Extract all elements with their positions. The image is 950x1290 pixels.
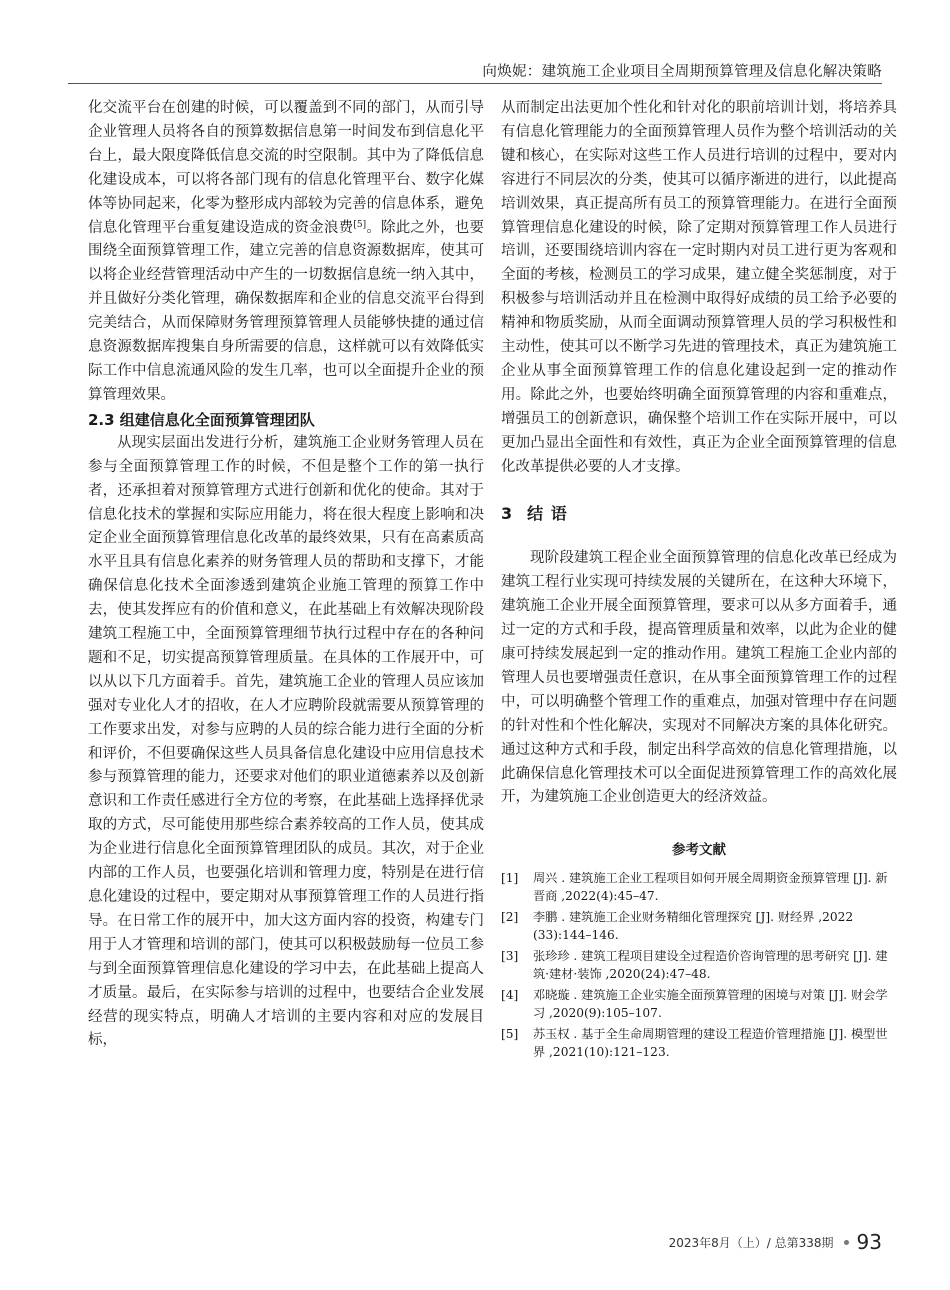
right-column: [501, 97, 897, 1064]
left-column: [88, 97, 484, 1053]
references-title: 参考文献: [672, 842, 726, 859]
citation: [5]: [353, 219, 367, 230]
reference-item: [501, 986, 897, 1022]
paragraph: 现阶段建筑工程企业全面预算管理的信息化改革已经成为建筑工程行业实现可持续发展的关键所在，在这种大环境下，建筑施工企业开展全面预算管理，要求可以从多方面着手，通过一定的方式和手段，提高管理质量和效率，以此为企业的健康可持续发展起到一定的推动作用。建筑工程施工企业内部的管理人员也要增强责任意识，在从事全面预算管理工作的过程中，可以明确整个管理工作的重难点，加强对管理中存在问题的针对性和个性化解决，实现对不同解决方案的具体化研究。通过这种方式和手段，制定出科学高效的信息化管理措施，以此确保信息化管理技术可以全面促进预算管理工作的高效化展开，为建筑施工企业创造更大的经济效益。: [501, 550, 897, 806]
reference-number: [1]: [501, 871, 519, 886]
header-rule: [68, 83, 882, 84]
reference-item: [501, 908, 897, 944]
reference-item: [501, 947, 897, 983]
page-footer: [669, 1230, 882, 1254]
references-list: [501, 869, 897, 1061]
paragraph: 从而制定出法更加个性化和针对化的职前培训计划，将培养具有信息化管理能力的全面预算管理人员作为整个培训活动的关键和核心，在实际对这些工作人员进行培训的过程中，要对内容进行不同层次的分类，使其可以循序渐进的进行，以此提高培训效果，真正提高所有员工的预算管理能力。在进行全面预算管理信息化建设的时候，除了定期对预算管理工作人员进行培训，还要围绕培训内容在一定时期内对员工进行更为客观和全面的考核，检测员工的学习成果，建立健全奖惩制度，对于积极参与培训活动并且在检测中取得好成绩的员工给予必要的精神和物质奖励，从而全面调动预算管理人员的学习积极性和主动性，使其可以不断学习先进的管理技术，真正为建筑施工企业从事全面预算管理工作的信息化建设起到一定的推动作用。除此之外，也要始终明确全面预算管理的内容和重难点，增强员工的创新意识，确保整个培训工作在实际开展中，可以更加凸显出全面性和有效性，真正为企业全面预算管理的信息化改革提供必要的人才支撑。: [501, 100, 897, 475]
section-heading-2-3: 2.3 组建信息化全面预算管理团队: [88, 410, 315, 429]
reference-number: [5]: [501, 1027, 519, 1042]
reference-text: 周兴 . 建筑施工企业工程项目如何开展全周期资金预算管理 [J]. 新晋商 ,2022(4):45–47.: [533, 871, 888, 904]
section-title: 结 语: [527, 503, 568, 523]
reference-item: [501, 1025, 897, 1061]
reference-text: 邓晓璇 . 建筑施工企业实施全面预算管理的困境与对策 [J]. 财会学习 ,2020(9):105–107.: [533, 988, 888, 1021]
reference-text: 张珍珍 . 建筑工程项目建设全过程造价咨询管理的思考研究 [J]. 建筑·建材·装饰 ,2020(24):47–48.: [533, 949, 888, 982]
reference-text: 苏玉权 . 基于全生命周期管理的建设工程造价管理措施 [J]. 模型世界 ,2021(10):121–123.: [533, 1027, 888, 1060]
header-title: 向焕妮：建筑施工企业项目全周期预算管理及信息化解决策略: [482, 64, 882, 80]
bullet-dot-icon: [844, 1240, 849, 1245]
reference-item: [501, 869, 897, 905]
section-heading-3: [501, 502, 897, 526]
reference-number: [3]: [501, 949, 519, 964]
reference-number: [4]: [501, 988, 519, 1003]
reference-text: 李鹏 . 建筑施工企业财务精细化管理探究 [J]. 财经界 ,2022 (33):144–146.: [533, 910, 854, 943]
section-number: 3: [501, 503, 514, 523]
page-number: 93: [856, 1230, 882, 1254]
reference-number: [2]: [501, 910, 519, 925]
issue-info: 2023年8月（上）/ 总第338期: [668, 1235, 834, 1250]
paragraph: 从现实层面出发进行分析，建筑施工企业财务管理人员在参与全面预算管理工作的时候，不但是整个工作的第一执行者，还承担着对预算管理方式进行创新和优化的使命。其对于信息化技术的掌握和实际应用能力，将在很大程度上影响和决定企业全面预算管理信息化改革的最终效果，只有在高素质高水平且具有信息化素养的财务管理人员的帮助和支撑下，才能确保信息化技术全面渗透到建筑企业施工管理的预算工作中去，使其发挥应有的价值和意义，在此基础上有效解决现阶段建筑工程施工中，全面预算管理细节执行过程中存在的各种问题和不足，切实提高预算管理质量。在具体的工作展开中，可以从以下几方面着手。首先，建筑施工企业的管理人员应该加强对专业化人才的招收，在人才应聘阶段就需要从预算管理的工作要求出发，对参与应聘的人员的综合能力进行全面的分析和评价，不但要确保这些人员具备信息化建设中应用信息技术参与预算管理的能力，还要求对他们的职业道德素养以及创新意识和工作责任感进行全方位的考察，在此基础上选择择优录取的方式，尽可能使用那些综合素养较高的工作人员，使其成为企业进行信息化全面预算管理团队的成员。其次，对于企业内部的工作人员，也要强化培训和管理力度，特别是在进行信息化建设的过程中，要定期对从事预算管理工作的人员进行指导。在日常工作的展开中，加大这方面内容的投资，构建专门用于人才管理和培训的部门，使其可以积极鼓励每一位员工参与到全面预算管理信息化建设的学习中去，在此基础上提高人才质量。最后，在实际参与培训的过程中，也要结合企业发展经营的现实特点，明确人才培训的主要内容和对应的发展目标，: [88, 434, 484, 1049]
running-header: [0, 0, 950, 86]
paragraph: 化交流平台在创建的时候，可以覆盖到不同的部门，从而引导企业管理人员将各自的预算数据信息第一时间发布到信息化平台上，最大限度降低信息交流的时空限制。其中为了降低信息化建设成本，可以将各部门现有的信息化管理平台、数字化媒体等协同起来，化零为整形成内部较为完善的信息体系，避免信息化管理平台重复建设造成的资金浪费[5]。除此之外，也要围绕全面预算管理工作，建立完善的信息资源数据库，使其可以将企业经营管理活动中产生的一切数据信息统一纳入其中，并且做好分类化管理，确保数据库和企业的信息交流平台得到完美结合，从而保障财务管理预算管理人员能够快捷的通过信息资源数据库搜集自身所需要的信息，这样就可以有效降低实际工作中信息流通风险的发生几率，也可以全面提升企业的预算管理效果。: [88, 100, 485, 403]
